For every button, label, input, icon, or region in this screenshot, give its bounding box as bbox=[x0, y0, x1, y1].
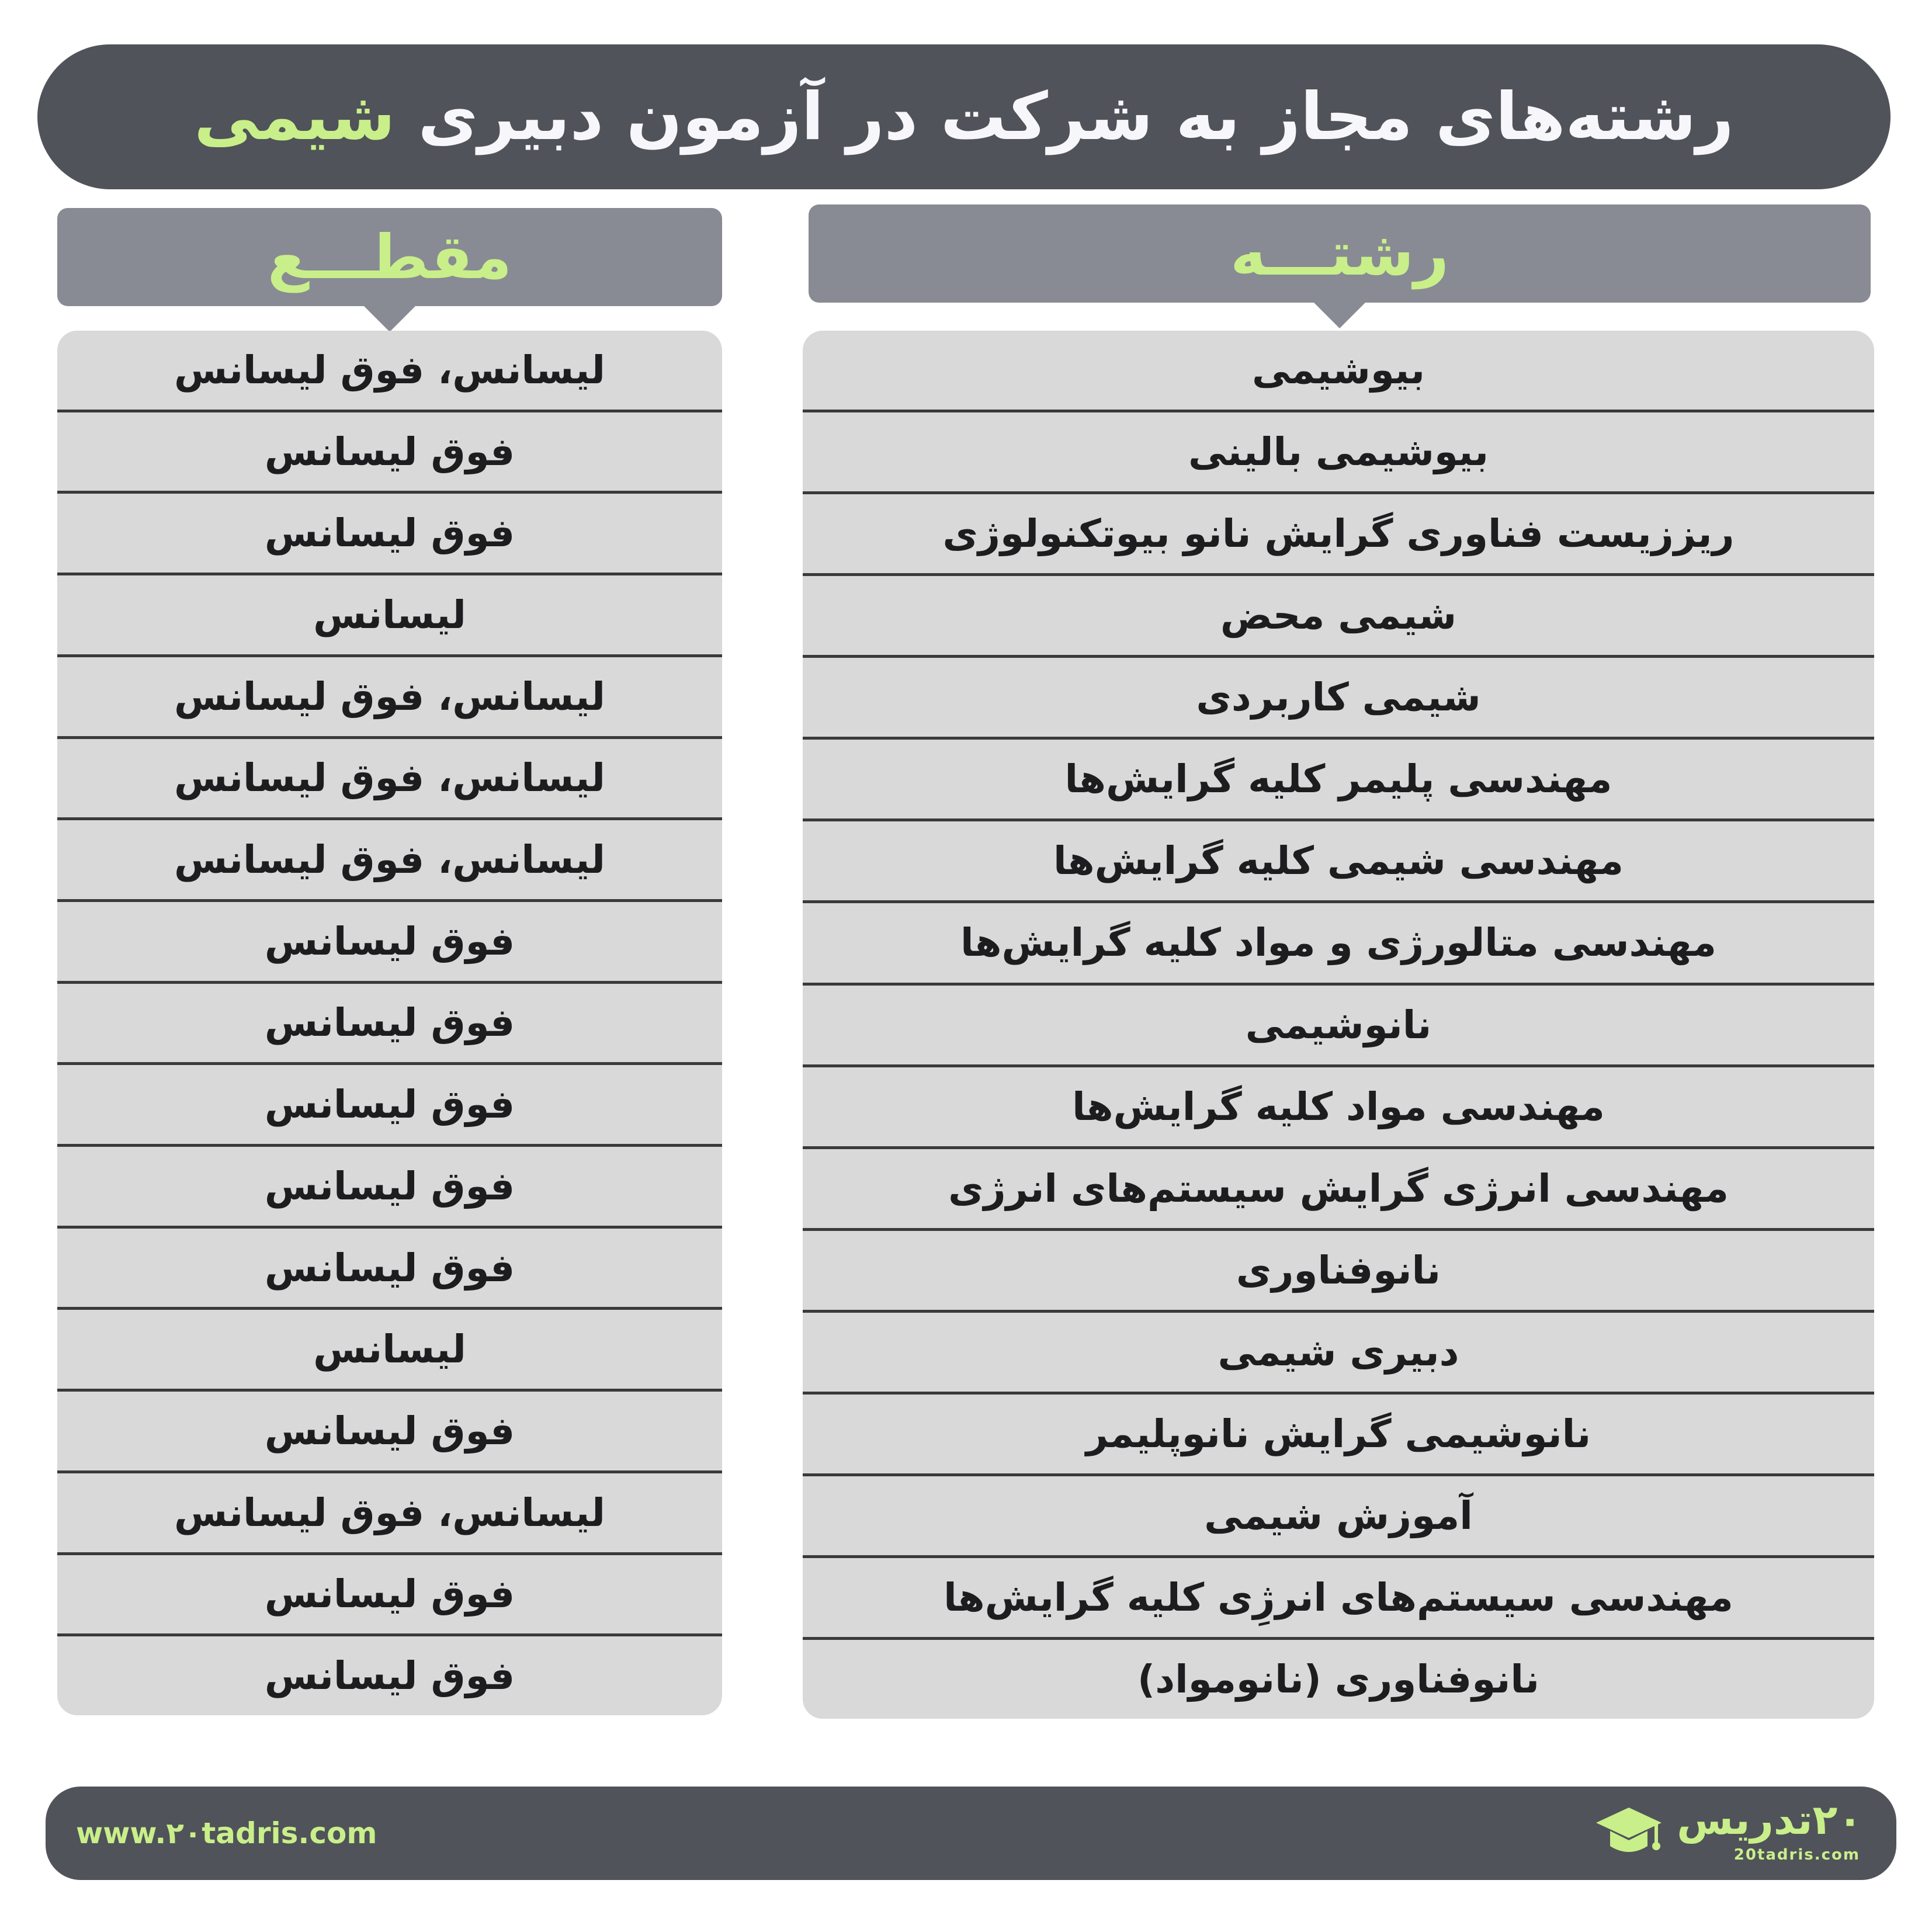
column-header-degree bbox=[57, 208, 722, 306]
column-header-field bbox=[809, 204, 1871, 303]
field-row: مهندسی شیمی کلیه گرایش‌ها bbox=[803, 821, 1874, 903]
field-row: بیوشیمی بالینی bbox=[803, 412, 1874, 494]
field-row: نانوفناوری (نانومواد) bbox=[1137, 1657, 1539, 1702]
degree-row: فوق لیسانس bbox=[57, 494, 722, 575]
header-pointer bbox=[362, 304, 418, 332]
graduation-cap-icon bbox=[1594, 1803, 1664, 1861]
website-url[interactable]: www.۲۰tadris.com bbox=[76, 1816, 377, 1850]
field-row: نانوشیمی گرایش نانوپلیمر bbox=[803, 1395, 1874, 1476]
title-main: رشته‌های مجاز به شرکت در آزمون دبیری bbox=[418, 79, 1734, 155]
degree-list bbox=[57, 331, 722, 1715]
field-list bbox=[803, 331, 1874, 1719]
degree-row: لیسانس، فوق لیسانس bbox=[57, 1473, 722, 1555]
column-header-field-label: رشتـــه bbox=[1230, 218, 1449, 289]
field-row: آموزش شیمی bbox=[803, 1476, 1874, 1558]
degree-row: لیسانس، فوق لیسانس bbox=[57, 657, 722, 739]
degree-row: لیسانس، فوق لیسانس bbox=[57, 331, 722, 412]
field-row: مهندسی پلیمر کلیه گرایش‌ها bbox=[803, 740, 1874, 821]
title-accent: شیمی bbox=[194, 79, 396, 155]
degree-row: فوق لیسانس bbox=[57, 902, 722, 984]
title-bar bbox=[37, 44, 1891, 189]
degree-row: لیسانس bbox=[57, 1310, 722, 1392]
degree-row: فوق لیسانس bbox=[57, 1065, 722, 1147]
field-row: شیمی محض bbox=[803, 576, 1874, 658]
logo-subtext: 20tadris.com bbox=[1733, 1846, 1860, 1864]
field-row: ریززیست فناوری گرایش نانو بیوتکنولوژی bbox=[803, 494, 1874, 576]
degree-row: فوق لیسانس bbox=[57, 1147, 722, 1229]
degree-list-panel bbox=[57, 331, 722, 1715]
degree-row: لیسانس، فوق لیسانس bbox=[57, 820, 722, 902]
field-row: نانوشیمی bbox=[803, 986, 1874, 1067]
degree-row: فوق لیسانس bbox=[57, 412, 722, 494]
degree-row: فوق لیسانس bbox=[57, 1392, 722, 1473]
header-pointer bbox=[1312, 300, 1368, 328]
degree-row: لیسانس bbox=[57, 575, 722, 657]
field-row: مهندسی انرژی گرایش سیستم‌های انرژی bbox=[803, 1149, 1874, 1231]
footer-bar bbox=[46, 1787, 1896, 1880]
field-row: مهندسی مواد کلیه گرایش‌ها bbox=[803, 1067, 1874, 1149]
field-row: بیوشیمی bbox=[803, 331, 1874, 412]
field-row: نانوفناوری bbox=[803, 1231, 1874, 1313]
logo-wordmark: ۲۰تدریس bbox=[1677, 1796, 1862, 1844]
field-row: شیمی کاربردی bbox=[803, 658, 1874, 740]
column-header-degree-label: مقطـــع bbox=[267, 221, 512, 293]
degree-row: فوق لیسانس bbox=[57, 984, 722, 1066]
brand-logo bbox=[1594, 1796, 1862, 1867]
field-list-panel bbox=[803, 331, 1874, 1719]
degree-row: لیسانس، فوق لیسانس bbox=[57, 739, 722, 821]
field-row: مهندسی سیستم‌های انرژِی کلیه گرایش‌ها bbox=[803, 1558, 1874, 1640]
field-row: مهندسی متالورژی و مواد کلیه گرایش‌ها bbox=[803, 903, 1874, 985]
degree-row: فوق لیسانس bbox=[264, 1653, 515, 1699]
degree-row: فوق لیسانس bbox=[57, 1229, 722, 1310]
page-title bbox=[194, 79, 1733, 155]
degree-row: فوق لیسانس bbox=[57, 1555, 722, 1637]
field-row: دبیری شیمی bbox=[803, 1313, 1874, 1395]
